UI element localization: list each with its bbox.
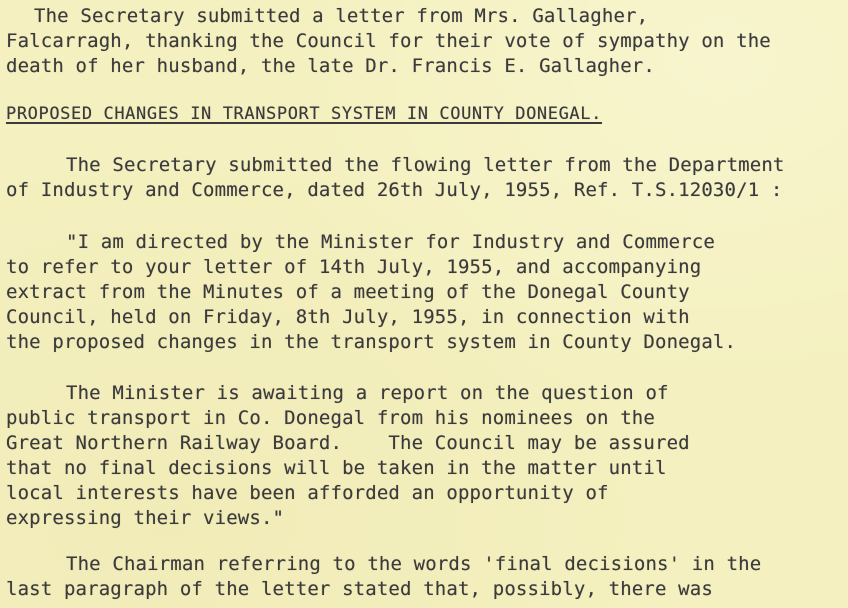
paragraph-1-line-2: Falcarragh, thanking the Council for their vote of sympathy on the [6, 30, 771, 52]
letter-paragraph-2-line-4: that no final decisions will be taken in the matter until [6, 457, 667, 479]
paragraph-2-line-1: The Secretary submitted the flowing letter from the Department [66, 154, 785, 176]
paragraph-2-line-2: of Industry and Commerce, dated 26th July, 1955, Ref. T.S.12030/1 : [6, 179, 783, 201]
letter-paragraph-1-line-2: to refer to your letter of 14th July, 1955, and accompanying [6, 256, 702, 278]
letter-paragraph-1-line-3: extract from the Minutes of a meeting of the Donegal County [6, 281, 690, 303]
paragraph-3-line-2: last paragraph of the letter stated that, possibly, there was [6, 578, 713, 600]
letter-paragraph-1-line-1: "I am directed by the Minister for Industry and Commerce [66, 231, 715, 253]
paragraph-3-line-1: The Chairman referring to the words 'final decisions' in the [66, 553, 762, 575]
letter-paragraph-2-line-1: The Minister is awaiting a report on the question of [66, 382, 669, 404]
letter-paragraph-2-line-6: expressing their views." [6, 507, 285, 529]
letter-paragraph-1-line-4: Council, held on Friday, 8th July, 1955, in connection with [6, 306, 690, 328]
letter-paragraph-2-line-3: Great Northern Railway Board. The Council may be assured [6, 432, 690, 454]
paragraph-1-line-3: death of her husband, the late Dr. Francis E. Gallagher. [6, 55, 655, 77]
letter-paragraph-2-line-2: public transport in Co. Donegal from his nominees on the [6, 407, 655, 429]
paragraph-1-line-1: The Secretary submitted a letter from Mrs. Gallagher, [34, 5, 649, 27]
letter-paragraph-2-line-5: local interests have been afforded an opportunity of [6, 482, 609, 504]
section-heading: PROPOSED CHANGES IN TRANSPORT SYSTEM IN COUNTY DONEGAL. [6, 104, 602, 124]
letter-paragraph-1-line-5: the proposed changes in the transport system in County Donegal. [6, 331, 737, 353]
